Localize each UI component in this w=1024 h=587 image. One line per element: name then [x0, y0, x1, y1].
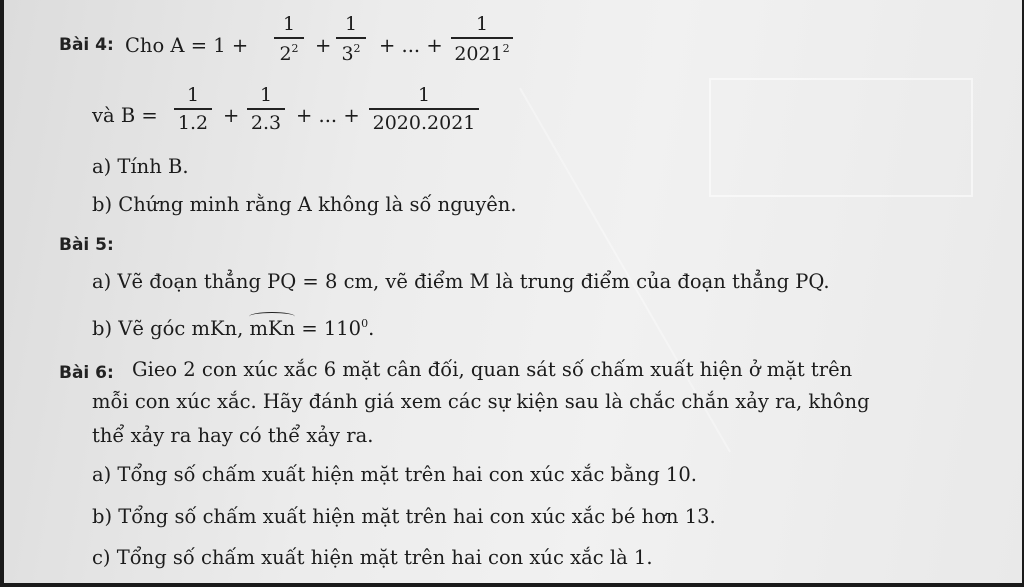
- ellipsis-sum: + ... +: [296, 104, 360, 127]
- numerator: 1: [475, 13, 489, 35]
- exercise-6-line-2: mỗi con xúc xắc. Hãy đánh giá xem các sự kiện sau là chắc chắn xảy ra, không: [92, 390, 870, 413]
- fraction-a-term1: [274, 15, 304, 64]
- ellipsis-sum: + ... +: [379, 34, 443, 57]
- exercise-4-part-a: a) Tính B.: [92, 155, 189, 178]
- numerator: 1: [344, 13, 358, 35]
- denominator: 2021$^2$: [454, 41, 510, 65]
- exercise-6-label: Bài 6:: [59, 363, 114, 383]
- exercise-6-part-a: a) Tổng số chấm xuất hiện mặt trên hai con xúc xắc bằng 10.: [92, 463, 697, 486]
- fraction-b-term1: [174, 86, 212, 133]
- plus-sign: +: [223, 104, 240, 127]
- exercise-6-part-b: b) Tổng số chấm xuất hiện mặt trên hai con xúc xắc bé hơn 13.: [92, 505, 716, 528]
- numerator: 1: [259, 84, 273, 106]
- exercise-6-part-c: c) Tổng số chấm xuất hiện mặt trên hai con xúc xắc là 1.: [92, 546, 653, 569]
- expression-b-intro: và B =: [92, 104, 158, 127]
- numerator: 1: [417, 84, 431, 106]
- denominator: 2.3: [250, 111, 282, 134]
- fraction-a-term2: [336, 15, 366, 64]
- exercise-5-part-b: b) Vẽ góc mKn, mKn = $110^0$.: [92, 318, 374, 339]
- show-through-box: [709, 78, 973, 197]
- fraction-a-term3: [451, 15, 513, 64]
- denominator: 1.2: [177, 111, 209, 134]
- expression-a-intro: Cho A = 1 +: [125, 34, 249, 57]
- plus-sign: +: [315, 34, 332, 57]
- numerator: 1: [186, 84, 200, 106]
- denominator: $3^2$: [341, 41, 361, 65]
- exercise-6-line-1: Gieo 2 con xúc xắc 6 mặt cân đối, quan sát số chấm xuất hiện ở mặt trên: [132, 358, 853, 381]
- paper-sheet: [4, 0, 1022, 583]
- exercise-6-line-3: thể xảy ra hay có thể xảy ra.: [92, 424, 374, 447]
- exercise-5-label: Bài 5:: [59, 235, 114, 255]
- fraction-b-term3: [369, 86, 479, 133]
- fraction-b-term2: [247, 86, 285, 133]
- angle-notation: mKn: [249, 319, 295, 339]
- exercise-4-label: Bài 4:: [59, 35, 114, 55]
- denominator: $2^2$: [279, 41, 299, 65]
- angle-arc: [249, 312, 295, 321]
- exercise-5-part-a: a) Vẽ đoạn thẳng PQ = 8 cm, vẽ điểm M là trung điểm của đoạn thẳng PQ.: [92, 270, 830, 293]
- denominator: 2020.2021: [372, 111, 476, 134]
- exercise-4-part-b: b) Chứng minh rằng A không là số nguyên.: [92, 193, 517, 216]
- numerator: 1: [282, 13, 296, 35]
